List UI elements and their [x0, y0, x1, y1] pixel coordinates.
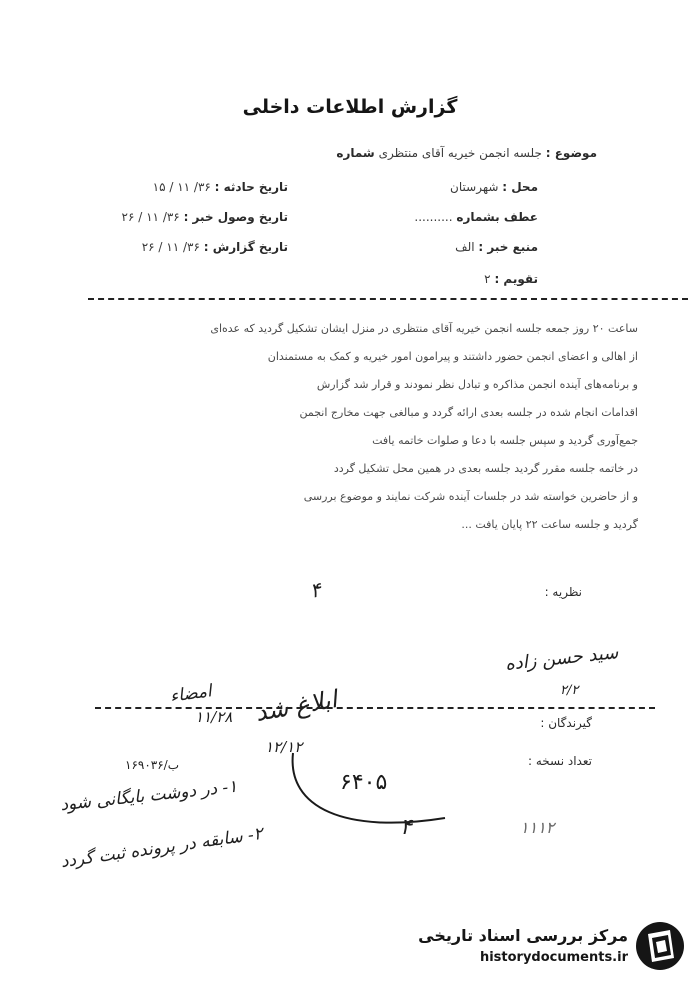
subject-field [336, 146, 597, 160]
site-url: historydocuments.ir [479, 950, 628, 965]
ref-value: .......... [414, 210, 453, 224]
file-number: ۱۶۹۰۳۶/ب [125, 758, 180, 772]
branding-block [420, 918, 690, 978]
number-label: شماره [336, 146, 375, 160]
location-value: شهرستان [450, 180, 499, 194]
receipt-date-label: تاریخ وصول خبر : [183, 210, 288, 224]
report-date-value: ۳۶/ ۱۱ / ۲۶ [141, 240, 200, 254]
receivers-label: گیرندگان : [540, 716, 592, 730]
header-separator [88, 298, 688, 300]
evaluation-field [484, 272, 538, 286]
handwritten-side-mark: ۱۱۱۲ [520, 818, 555, 837]
signature-separator [95, 707, 655, 709]
ref-label: عطف بشماره [456, 210, 538, 224]
handwritten-mark-small: ۴ [307, 577, 324, 603]
handwritten-note-1: ۱- در دوشت بایگانی شود [59, 776, 239, 816]
incident-date-label: تاریخ حادثه : [214, 180, 288, 194]
source-value: الف [455, 240, 475, 254]
evaluation-label: تقویم : [494, 272, 538, 286]
signature-mid: ابلاغ شد [253, 685, 340, 727]
body-line-7: و از حاضرین خواسته شد در جلسات آینده شرکت نمایند و موضوع بررسی [303, 490, 638, 503]
body-line-8: گردید و جلسه ساعت ۲۲ پایان یافت ... [461, 518, 638, 531]
signature-left-date: ۱۱/۲۸ [195, 708, 233, 726]
source-label: منبع خبر : [478, 240, 538, 254]
body-line-1: ساعت ۲۰ روز جمعه جلسه انجمن خیریه آقای منتظری در منزل ایشان تشکیل گردید که عده‌ای [210, 322, 638, 335]
opinion-label: نظریه : [544, 585, 582, 599]
incident-date-field [153, 180, 288, 194]
body-line-4: اقدامات انجام شده در جلسه بعدی ارائه گردد و مبالغی جهت مخارج انجمن [299, 406, 638, 419]
signature-top: سید حسن زاده [504, 642, 620, 675]
signature-mid-date: ۱۲/۱۲ [265, 738, 303, 756]
subject-value: جلسه انجمن خیریه آقای منتظری [378, 146, 542, 160]
body-line-6: در خاتمه جلسه مقرر گردید جلسه بعدی در همین محل تشکیل گردد [333, 462, 638, 475]
source-field [455, 240, 538, 254]
body-line-5: جمع‌آوری گردید و سپس جلسه با دعا و صلوات خاتمه یافت [372, 434, 638, 447]
document-title: گزارش اطلاعات داخلی [242, 96, 458, 118]
history-documents-logo-icon [634, 920, 686, 972]
ref-field [414, 210, 538, 224]
incident-date-value: ۳۶/ ۱۱ / ۱۵ [152, 180, 211, 194]
receipt-date-field [122, 210, 288, 224]
handwritten-page-mark: ۴ [400, 815, 412, 840]
signature-left: امضاء [168, 681, 213, 707]
evaluation-value: ۲ [484, 272, 491, 286]
copies-label: تعداد نسخه : [527, 754, 592, 768]
report-date-field [142, 240, 288, 254]
stamp-number: ۶۴۰۵ [340, 770, 388, 795]
site-name: مرکز بررسی اسناد تاریخی [418, 926, 628, 945]
report-date-label: تاریخ گزارش : [203, 240, 288, 254]
receipt-date-value: ۳۶/ ۱۱ / ۲۶ [121, 210, 180, 224]
subject-label: موضوع : [545, 146, 597, 160]
location-label: محل : [502, 180, 538, 194]
body-line-2: از اهالی و اعضای انجمن حضور داشتند و پیرامون امور خیریه و کمک به مستمندان [267, 350, 638, 363]
handwritten-note-2: ۲- سابقه در پرونده ثبت گردد [59, 823, 265, 873]
body-line-3: و برنامه‌های آینده انجمن مذاکره و تبادل نظر نمودند و قرار شد گزارش [316, 378, 638, 391]
signature-top-date: ۲/۲ [560, 683, 579, 698]
location-field [450, 180, 538, 194]
